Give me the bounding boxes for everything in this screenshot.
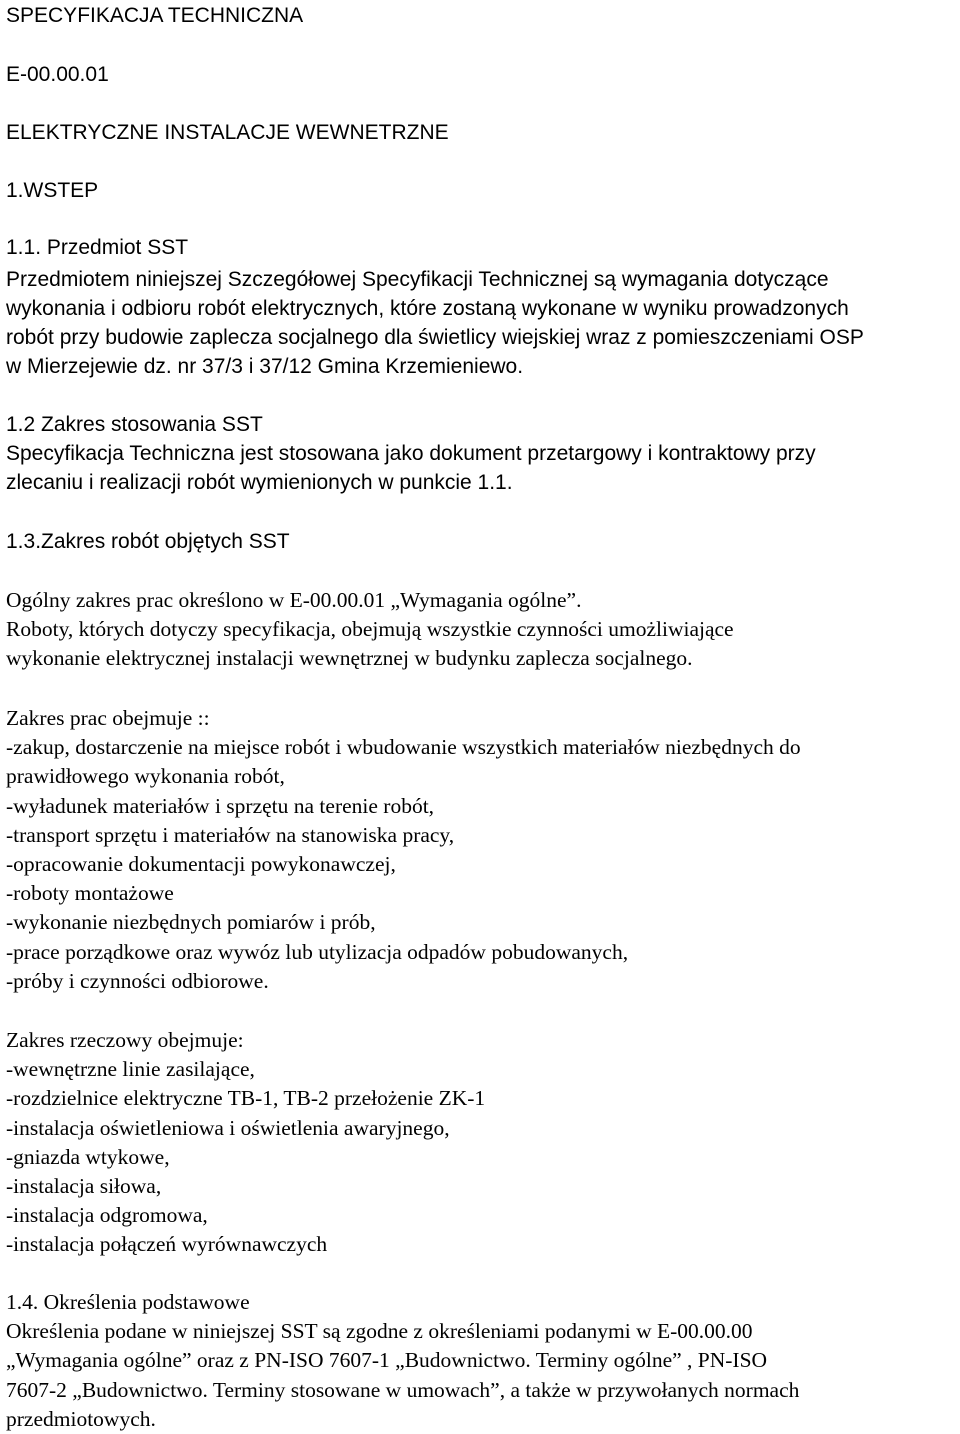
section-1-3-body [6, 586, 734, 674]
paragraph-line: 7607-2 „Budownictwo. Terminy stosowane w umowach”, a także w przywołanych normach [6, 1377, 800, 1402]
section-1-4 [6, 1288, 799, 1434]
work-scope-heading: Zakres prac obejmuje :: [6, 706, 210, 730]
section-1-2-heading: 1.2 Zakres stosowania SST [6, 413, 263, 436]
list-item: -wewnętrzne linie zasilające, [6, 1057, 255, 1082]
paragraph-line: w Mierzejewie dz. nr 37/3 i 37/12 Gmina Krzemieniewo. [6, 355, 524, 378]
list-item: -gniazda wtykowe, [6, 1144, 170, 1169]
section-1-4-heading: 1.4. Określenia podstawowe [6, 1290, 250, 1314]
section-title-block [6, 118, 449, 147]
paragraph-line: Specyfikacja Techniczna jest stosowana jako dokument przetargowy i kontraktowy przy [6, 442, 816, 465]
chapter-heading: 1.WSTEP [6, 179, 99, 202]
material-scope-heading: Zakres rzeczowy obejmuje: [6, 1028, 244, 1052]
list-item: -zakup, dostarczenie na miejsce robót i wbudowanie wszystkich materiałów niezbędnych do [6, 735, 801, 760]
work-scope-list [6, 704, 801, 996]
list-item: -wyładunek materiałów i sprzętu na terenie robót, [6, 793, 435, 818]
spec-code: E-00.00.01 [6, 63, 109, 86]
list-item: -próby i czynności odbiorowe. [6, 968, 269, 993]
chapter-heading-block [6, 176, 98, 205]
paragraph-line: robót przy budowie zaplecza socjalnego dla świetlicy wiejskiej wraz z pomieszczeniami OSP [6, 326, 864, 349]
list-item: -instalacja połączeń wyrównawczych [6, 1232, 328, 1257]
paragraph-line: Ogólny zakres prac określono w E-00.00.01 „Wymagania ogólne”. [6, 588, 582, 612]
list-item: -wykonanie niezbędnych pomiarów i prób, [6, 910, 376, 935]
document-title: SPECYFIKACJA TECHNICZNA [6, 4, 304, 27]
paragraph-line: wykonanie elektrycznej instalacji wewnętrznej w budynku zaplecza socjalnego. [6, 646, 693, 671]
list-item: -transport sprzętu i materiałów na stanowiska pracy, [6, 822, 455, 847]
spec-code-block [6, 60, 109, 89]
paragraph-line: przedmiotowych. [6, 1406, 156, 1431]
paragraph-line: Roboty, których dotyczy specyfikacja, obejmują wszystkie czynności umożliwiające [6, 617, 734, 642]
paragraph-line: wykonania i odbioru robót elektrycznych, które zostaną wykonane w wyniku prowadzonych [6, 297, 849, 320]
section-1-1-heading: 1.1. Przedmiot SST [6, 236, 189, 259]
list-item: -instalacja siłowa, [6, 1174, 162, 1199]
paragraph-line: zlecaniu i realizacji robót wymienionych w punkcie 1.1. [6, 471, 513, 494]
list-item: -rozdzielnice elektryczne TB-1, TB-2 przełożenie ZK-1 [6, 1086, 486, 1111]
document-title-block [6, 1, 303, 30]
paragraph-line: „Wymagania ogólne” oraz z PN-ISO 7607-1 „Budownictwo. Terminy ogólne” , PN-ISO [6, 1348, 768, 1373]
section-1-3-heading: 1.3.Zakres robót objętych SST [6, 530, 290, 553]
section-1-1-heading-block [6, 233, 188, 262]
list-item: -opracowanie dokumentacji powykonawczej, [6, 852, 396, 877]
list-item: -instalacja odgromowa, [6, 1203, 208, 1228]
section-1-3-heading-block [6, 527, 290, 556]
section-1-1-body [6, 265, 864, 381]
section-title: ELEKTRYCZNE INSTALACJE WEWNETRZNE [6, 121, 449, 144]
list-item: -roboty montażowe [6, 881, 174, 906]
list-item: -prace porządkowe oraz wywóz lub utylizacja odpadów pobudowanych, [6, 939, 629, 964]
paragraph-line: Przedmiotem niniejszej Szczegółowej Specyfikacji Technicznej są wymagania dotyczące [6, 268, 829, 291]
list-item: -instalacja oświetleniowa i oświetlenia awaryjnego, [6, 1115, 450, 1140]
list-item: prawidłowego wykonania robót, [6, 764, 285, 789]
section-1-2 [6, 410, 816, 497]
material-scope-list [6, 1026, 485, 1260]
paragraph-line: Określenia podane w niniejszej SST są zgodne z określeniami podanymi w E-00.00.00 [6, 1319, 753, 1344]
